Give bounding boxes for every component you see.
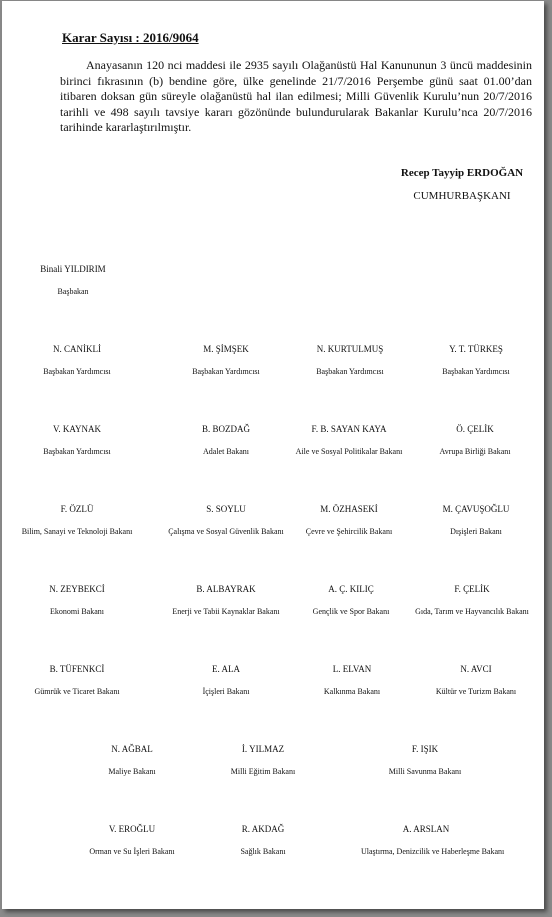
minister-role: Enerji ve Tabii Kaynaklar Bakanı [172,607,280,616]
minister-signature [361,824,505,857]
minister-name: S. SOYLU [206,504,246,514]
minister-name: V. KAYNAK [52,424,101,434]
minister-signature [411,664,541,697]
minister-signature [411,344,541,377]
minister-signature [287,664,417,697]
minister-role: Ulaştırma, Denizcilik ve Haberleşme Bakanı [361,847,505,856]
minister-role: Başbakan [57,287,89,296]
minister-name: B. ALBAYRAK [196,584,256,594]
minister-signature [12,504,142,537]
minister-role: Milli Savunma Bakanı [388,767,462,776]
minister-signature [67,744,197,777]
minister-signature [161,664,291,697]
minister-name: B. TÜFENKCİ [49,664,105,674]
minister-name: V. EROĞLU [108,824,156,834]
minister-role: Gençlik ve Spor Bakanı [312,607,390,616]
minister-signature [8,264,138,297]
minister-role: Gıda, Tarım ve Hayvancılık Bakanı [415,607,529,616]
minister-name: E. ALA [212,664,240,674]
minister-role: Başbakan Yardımcısı [43,447,111,456]
minister-role: Kültür ve Turizm Bakanı [435,687,517,696]
minister-role: Çalışma ve Sosyal Güvenlik Bakanı [168,527,284,536]
minister-role: Başbakan Yardımcısı [192,367,260,376]
minister-name: N. KURTULMUŞ [316,344,384,354]
minister-signature [284,504,414,537]
minister-name: F. ÖZLÜ [60,504,94,514]
minister-signature [161,424,291,457]
minister-signature [12,424,142,457]
minister-name: B. BOZDAĞ [201,424,250,434]
minister-signature [286,584,416,617]
document-page [2,1,544,909]
decision-body-text: Anayasanın 120 nci maddesi ile 2935 sayılı Olağanüstü Hal Kanununun 3 üncü maddesinin birinci fıkrasının (b) bendine göre, ülke genelinde 21/7/2016 Perşembe günü saat 01.00’dan itibaren doksan gün süreyle olağanüstü hal ilan edilmesi; Milli Güvenlik Kurulu’nun 20/7/2016 tarihli ve 498 sayılı tavsiye kararı gözönünde bulundurularak Bakanlar Kurulu’nca 20/7/2016 tarihinde kararlaştırılmıştır. [60,58,532,135]
minister-role: Başbakan Yardımcısı [43,367,111,376]
decision-number-title: Karar Sayısı : 2016/9064 [62,30,199,45]
minister-role: Dışişleri Bakanı [450,527,502,536]
minister-name: N. CANİKLİ [53,344,101,354]
minister-name: F. IŞIK [411,744,439,754]
minister-name: N. ZEYBEKCİ [49,584,105,594]
minister-role: Başbakan Yardımcısı [316,367,384,376]
minister-signature [407,584,537,617]
minister-name: Binali YILDIRIM [40,264,106,274]
minister-signature [161,584,291,617]
minister-name: M. ÇAVUŞOĞLU [442,504,510,514]
minister-name: M. ÖZHASEKİ [320,504,378,514]
minister-name: F. B. SAYAN KAYA [311,424,387,434]
minister-signature [411,504,541,537]
minister-role: Gümrük ve Ticaret Bakanı [34,687,120,696]
minister-name: L. ELVAN [332,664,372,674]
minister-name: F. ÇELİK [454,584,490,594]
minister-signature [198,744,328,777]
minister-signature [198,824,328,857]
minister-name: N. AĞBAL [111,744,153,754]
minister-name: İ. YILMAZ [241,744,285,754]
minister-signature [285,344,415,377]
minister-role: Kalkınma Bakanı [323,687,381,696]
minister-role: Başbakan Yardımcısı [442,367,510,376]
minister-role: Avrupa Birliği Bakanı [439,447,511,456]
minister-signature [12,584,142,617]
minister-name: R. AKDAĞ [241,824,285,834]
president-name: Recep Tayyip ERDOĞAN [400,167,524,179]
minister-role: Bilim, Sanayi ve Teknoloji Bakanı [21,527,133,536]
minister-name: Ö. ÇELİK [456,424,494,434]
minister-signature [161,344,291,377]
minister-role: İçişleri Bakanı [202,687,250,696]
minister-signature [161,504,291,537]
minister-signature [67,824,197,857]
minister-name: A. Ç. KILIÇ [328,584,374,594]
minister-role: Çevre ve Şehircilik Bakanı [305,527,393,536]
minister-role: Aile ve Sosyal Politikalar Bakanı [295,447,403,456]
minister-signature [410,424,540,457]
minister-signature [284,424,414,457]
minister-signature [12,664,142,697]
minister-role: Sağlık Bakanı [240,847,286,856]
minister-role: Adalet Bakanı [203,447,249,456]
minister-role: Milli Eğitim Bakanı [230,767,296,776]
minister-name: Y. T. TÜRKEŞ [449,344,503,354]
minister-role: Maliye Bakanı [108,767,156,776]
minister-signature [360,744,490,777]
president-title: CUMHURBAŞKANI [413,190,511,202]
minister-name: M. ŞİMŞEK [203,344,249,354]
minister-name: N. AVCI [460,664,492,674]
minister-role: Orman ve Su İşleri Bakanı [89,847,175,856]
minister-name: A. ARSLAN [402,824,450,834]
minister-role: Ekonomi Bakanı [50,607,104,616]
minister-signature [12,344,142,377]
